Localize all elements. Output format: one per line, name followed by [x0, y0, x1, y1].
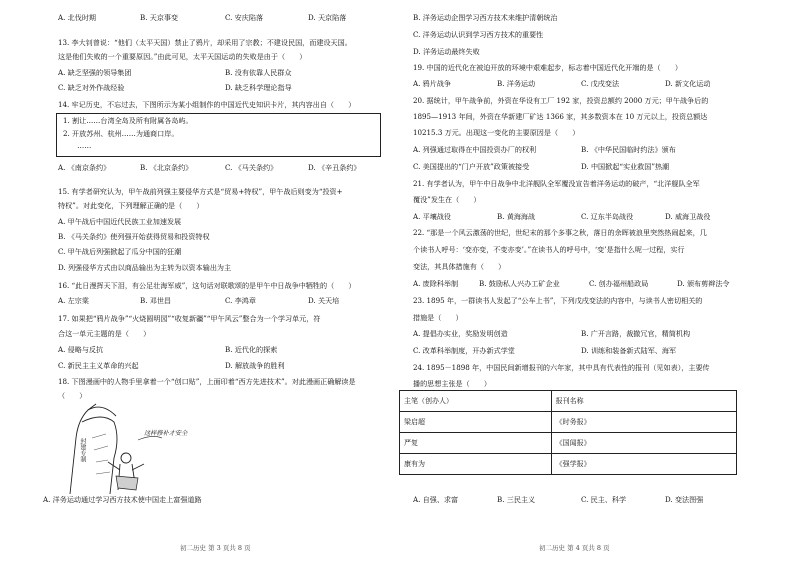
- q14-card: [56, 113, 381, 157]
- q24-option-b: B. 三民主义: [497, 495, 536, 504]
- q24-option-c: C. 民主、科学: [581, 495, 627, 504]
- q13-option-d: D. 缺乏科学理论指导: [225, 83, 292, 92]
- q15-option-c: C. 甲午战后列强掀起了瓜分中国的狂潮: [58, 247, 182, 256]
- q19-stem: 19. 中国的近代化在被迫开放的环境中艰难起步，标志着中国近代化开端的是（ ）: [413, 63, 682, 72]
- q15-option-a: A. 甲午战后中国近代民族工业加速发展: [58, 217, 182, 226]
- table-cell: 康有为: [400, 454, 552, 475]
- q14-option-c: C. 《马关条约》: [225, 163, 278, 172]
- q15-stem-line2: 特权”。对此变化，下列理解正确的是（ ）: [58, 201, 204, 210]
- q19-option-d: D. 新文化运动: [665, 79, 711, 88]
- q14-card-line1: 1. 割让……台湾全岛及所有附属各岛屿。: [63, 116, 193, 125]
- table-cell: 梁启超: [400, 412, 552, 433]
- q23-option-a: A. 提倡办实业，奖励发明创造: [413, 329, 508, 338]
- q24-option-d: D. 变法图强: [665, 495, 704, 504]
- q20-option-d: D. 中国掀起“实业救国”热潮: [581, 162, 670, 171]
- q17-option-b: B. 近代化的探索: [225, 345, 278, 354]
- q19-option-c: C. 戊戌变法: [581, 79, 620, 88]
- right-page: [404, 0, 748, 561]
- q21-option-c: C. 辽东半岛战役: [581, 212, 634, 221]
- q17-option-d: D. 解放战争的胜利: [225, 361, 285, 370]
- right-page-footer: 初二历史 第 4 页共 8 页: [539, 544, 610, 552]
- table-header-row: [400, 391, 737, 412]
- q22-option-a: A. 废除科举制: [413, 279, 459, 288]
- q14-option-a: A. 《南京条约》: [58, 163, 111, 172]
- q17-option-c: C. 新民主主义革命的兴起: [58, 361, 139, 370]
- table-row: [400, 412, 737, 433]
- q16-option-a: A. 左宗棠: [58, 296, 89, 305]
- q20-stem-line1: 20. 据统计，甲午战争前，外资在华设有工厂 192 家，投资总额约 2000 万元；甲午战争后的: [413, 96, 709, 105]
- q23-option-b: B. 广开言路，裁撤冗官，精简机构: [581, 329, 691, 338]
- q18-option-a: A. 洋务运动通过学习西方技术使中国走上富强道路: [43, 495, 202, 504]
- left-page: [43, 0, 388, 561]
- q24-stem-line1: 24. 1895－1898 年，中国民间新增报刊的六年家，其中具有代表性的报刊（见如表），主要传: [413, 363, 710, 372]
- q22-stem-line2: 个读书人呼号：‘变亦变，不变亦变’。”在读书人的呼号中，‘变’是指什么呢一过程，实行: [413, 245, 685, 254]
- table-cell: 《时务报》: [551, 412, 736, 433]
- q19-option-b: B. 洋务运动: [497, 79, 536, 88]
- q22-stem-line1: 22. “那是一个风云激荡的世纪，世纪末的那个多事之秋，落日的余晖被浪里突然热闹起来，几: [413, 228, 707, 237]
- q20-option-a: A. 列强通过取得在中国投资办厂的权利: [413, 145, 537, 154]
- cartoon-image: [62, 398, 232, 496]
- q22-option-d: D. 颁布剪辫法令: [677, 279, 730, 288]
- q17-stem-line1: 17. 如果把“鸦片战争”“火烧圆明园”“收复新疆”“甲午风云”整合为一个学习单元，符: [58, 314, 321, 323]
- q21-option-b: B. 黄海海战: [497, 212, 536, 221]
- q21-option-d: D. 威海卫战役: [665, 212, 711, 221]
- q22-option-c: C. 创办福州船政局: [589, 279, 649, 288]
- q16-option-d: D. 关天培: [308, 296, 340, 305]
- table-header-cell: 报刊名称: [551, 391, 736, 412]
- table-cell: 《强学报》: [551, 454, 736, 475]
- q16-option-c: C. 李鸿章: [225, 296, 256, 305]
- q22-option-b: B. 鼓励私人兴办工矿企业: [479, 279, 560, 288]
- q18-stem: 18. 下图漫画中的人物手里拿着一个“创口贴”，上面印着“西方先进技术”。对此漫画正确解读是: [58, 377, 356, 386]
- left-page-footer: 初二历史 第 3 页共 8 页: [180, 544, 251, 552]
- q14-stem: 14. 牢记历史，不忘过去，下图所示为某小组制作的中国近代史知识卡片，其内容出自（ ）: [58, 100, 356, 109]
- q17-stem-line2: 合这一单元主题的是（ ）: [58, 329, 151, 338]
- table-row: [400, 433, 737, 454]
- q20-option-c: C. 美国提出的“门户开放”政策被接受: [413, 162, 530, 171]
- q19-option-a: A. 鸦片战争: [413, 79, 452, 88]
- q13-option-a: A. 缺乏坚强的领导集团: [58, 68, 132, 77]
- q13-stem-line2: 这是他们失败的一个重要原因。”由此可见，太平天国运动的失败是由于（ ）: [58, 52, 307, 61]
- cartoon-caption: 这样修补才安全: [144, 430, 188, 437]
- q21-option-a: A. 平壤战役: [413, 212, 452, 221]
- q16-option-b: B. 邓世昌: [140, 296, 172, 305]
- q24-stem-line2: 播的思想主张是（ ）: [413, 379, 492, 388]
- q13-stem-line1: 13. 李大钊曾说：“他们（太平天国）禁止了鸦片，却采用了宗教；不建设民国，而建设天国。: [58, 38, 352, 47]
- table-row: [400, 454, 737, 475]
- q12-option-a: A. 北伐时期: [58, 13, 97, 22]
- q20-option-b: B. 《中华民国临时约法》颁布: [581, 145, 676, 154]
- q14-option-d: D. 《辛丑条约》: [308, 163, 361, 172]
- q15-stem-line1: 15. 有学者研究认为，甲午战前列强主要侵华方式是“贸易+特权”，甲午战后则变为“投资+: [58, 187, 343, 196]
- q18-option-d: D. 洋务运动最终失败: [413, 47, 480, 56]
- q18-paren: （ ）: [58, 391, 87, 400]
- q12-option-c: C. 安庆陷落: [225, 13, 264, 22]
- newspaper-table: [399, 390, 737, 475]
- q17-option-a: A. 侵略与反抗: [58, 345, 104, 354]
- q16-stem: 16. “此日漫挥天下泪，有公足壮海军威”，这句话对联歌颂的是甲午中日战争中牺牲的（ ）: [58, 281, 356, 290]
- q21-stem-line2: 覆没”发生在（ ）: [413, 195, 481, 204]
- q18-option-c: C. 洋务运动认识到学习西方技术的重要性: [413, 30, 544, 39]
- q13-option-c: C. 缺乏对外作战经验: [58, 83, 125, 92]
- q14-card-line3: ……: [63, 141, 92, 150]
- q15-option-d: D. 列强侵华方式由以商品输出为主转为以资本输出为主: [58, 263, 232, 272]
- q12-option-d: D. 天京陷落: [308, 13, 347, 22]
- table-cell: 《国闻报》: [551, 433, 736, 454]
- table-header-cell: 主笔（创办人）: [400, 391, 552, 412]
- table-cell: 严复: [400, 433, 552, 454]
- cartoon-side-text: 封建专制: [78, 438, 86, 462]
- q18-option-b: B. 洋务运动企图学习西方技术来维护清朝统治: [413, 13, 558, 22]
- q23-stem-line2: 措施是（ ）: [413, 313, 463, 322]
- q21-stem-line1: 21. 有学者认为，甲午中日战争中北洋舰队全军覆没宣告着洋务运动的破产，“北洋舰队全军: [413, 179, 700, 188]
- q23-option-c: C. 改革科举制度，开办新式学堂: [413, 346, 515, 355]
- q23-option-d: D. 训练和装备新式陆军、海军: [581, 346, 677, 355]
- q20-stem-line3: 10215.3 万元。出现这一变化的主要原因是（ ）: [413, 128, 580, 137]
- q12-option-b: B. 天京事变: [140, 13, 179, 22]
- q15-option-b: B. 《马关条约》使列强开始获得贸易和投资特权: [58, 232, 210, 241]
- q22-stem-line3: 变法，其具体措施有（ ）: [413, 262, 506, 271]
- q13-option-b: B. 没有依靠人民群众: [225, 68, 292, 77]
- q20-stem-line2: 1895—1913 年间，外资在华新建厂矿达 1366 家，其多数资本在 10 万元以上，投资总额达: [413, 112, 708, 121]
- q14-option-b: B. 《北京条约》: [140, 163, 193, 172]
- q14-card-line2: 2. 开放苏州、杭州……为通商口岸。: [63, 129, 179, 138]
- q23-stem-line1: 23. 1895 年，一群读书人发起了“公车上书”，下列戊戌变法的内容中，与读书人密切相关的: [413, 296, 703, 305]
- q24-option-a: A. 自强、求富: [413, 495, 459, 504]
